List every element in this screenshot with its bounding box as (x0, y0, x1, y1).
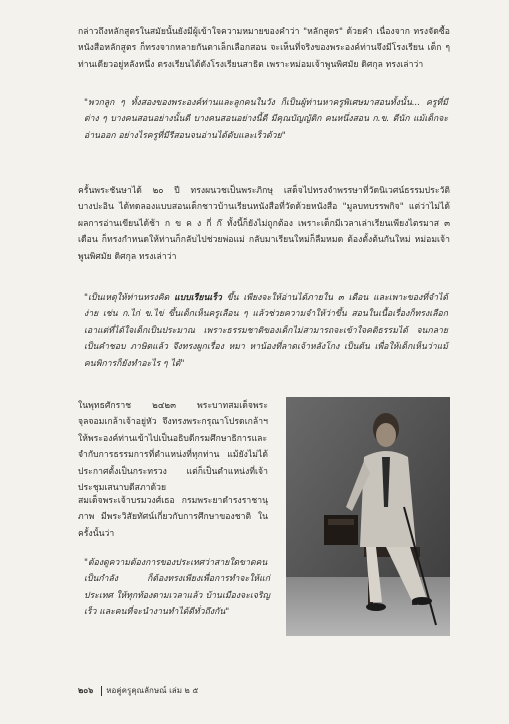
footer-divider (101, 686, 102, 696)
portrait-photo (286, 397, 450, 636)
quote-quick-reader-post: ขึ้น เพียงจะให้อ่านได้ภายใน ๓ เดือน และเพาะของที่จำได้ง่าย เช่น ก.ไก่ ข.ไข่ ขึ้นเด็กเห็นครูเลือน ๆ แล้วช่วยความจำให้ว่าขึ้น สอนในเนื้อเรื่องก็ทรงเลือกเอาแต่ที่ได้ใจเด็กเป็นประมาณ เพราะธรรมชาติของเด็กไม่สามารถจะเข้าใจคติธรรมได้ จนกลายเป็นคำชอบ ภาษิตแล้ว จึงทรงผูกเรื่อง หมา หาน้องที่ลาดเจ้าหลังโกง เป็นต้น เพื่อให้เด็กเห็นว่าแม้คนพิการก็ยังทำอะไร ๆ ได้" (84, 293, 448, 369)
quote-quick-reader-pre: "เป็นเหตุให้ท่านทรงคิด (84, 293, 175, 303)
page-footer (78, 684, 198, 697)
paragraph-appointment: ในพุทธศักราช ๒๔๒๓ พระบาทสมเด็จพระจุลจอมเกล้าเจ้าอยู่หัว จึงทรงพระกรุณาโปรดเกล้าฯ ให้พระองค์ท่านเข้าไปเป็นอธิบดีกรมศึกษาธิการและจำกับการธรรมการที่ตำแหน่งที่ทุกท่าน แม้ยังไม่ได้ประกาศตั้งเป็นกระทรวง แต่ก็เป็นตำแหน่งที่เจ้าประชุมเสนาบดีสภาด้วย (78, 401, 268, 494)
quote-vision: "ต้องดูความต้องการของประเทศว่าสายใดขาดคนเป็นกำลัง ก็ต้องทรงเพียงเพื่อการทำจะให้แก่ประเทศ ให้ทุกท้องตามเวลาแล้ว บ้านเมืองจะเจริญเร็ว และคนที่จะนำงานทำได้ดีทั่วถึงกัน" (84, 558, 270, 618)
paragraph-ordination: ครั้นพระชันษาได้ ๒๐ ปี ทรงผนวชเป็นพระภิกษุ เสด็จไปทรงจำพรรษาที่วัดนิเวศน์ธรรมประวัติ บางปะอิน ได้ทดลองแบบสอนเด็กชาวบ้านเรียนหนังสือที่วัดด้วยหนังสือ "มูลบทบรรพกิจ" แต่ว่าไม่ได้ผลการอ่านเขียนได้ช้า ก ข ค ง กี่ ก๊ ทั้งนี้ก็ยังไม่ถูกต้อง เพราะเด็กมีเวลาเล่าเรียนเพียงไตรมาส ๓ เดือน ก็ทรงกำหนดให้ท่านก็กลับไปช่วยพ่อแม่ กลับมาเรียนใหม่ก็ลืมหมด ต้องตั้งต้นกันใหม่ หม่อมเจ้าพูนพิศมัย ดิศกุล ทรงเล่าว่า (78, 186, 450, 262)
paragraph-intro: กล่าวถึงหลักสูตรในสมัยนั้นยังมีผู้เข้าใจความหมายของคำว่า "หลักสูตร" ด้วยคำ เนื่องจาก ทรงจัดซื้อหนังสือหลักสูตร ก็ทรงจากหลายกันตาเล็กเลือกสอน จะเห็นที่จริงของพระองค์ท่านจึงมีโรงเรียน เด็ก ๆ ท่านเดียวอยู่หลังหนึ่ง ตรงเรียนได้ดังโรงเรียนสาธิต เพราะหม่อมเจ้าพูนพิศมัย ดิศกุล ทรงเล่าว่า (78, 27, 450, 70)
quote-quick-reader-bold: แบบเรียนเร็ว (174, 293, 222, 303)
page-number: ๒๐๖ (78, 686, 94, 695)
paragraph-vision: สมเด็จพระเจ้าบรมวงศ์เธอ กรมพระยาดำรงราชานุภาพ มีพระวิสัยทัศน์เกี่ยวกับการศึกษาของชาติ ในครั้งนั้นว่า (78, 496, 268, 539)
publication-title: หอคู่ครูคุณลักษณ์ เล่ม ๒ ๕ (106, 686, 199, 695)
quote-quick-reader (84, 290, 448, 372)
quote-teachers: "พวกลูก ๆ ทั้งสองของพระองค์ท่านและลูกคนในวัง ก็เป็นผู้ท่านหาครูพิเศษมาสอนทั้งนั้น... ครูที่มีต่าง ๆ บางคนสอนอย่างนั้นดี บางคนสอนอย่างนี้ดี มีคุณบัญญัติก คนหนึ่งสอน ก.ข. ดีนัก แม้เด็กจะอ่านออก อย่างไรครูที่มีรีสอนจนอ่านได้ดับและเร็วด้วย" (84, 98, 448, 141)
